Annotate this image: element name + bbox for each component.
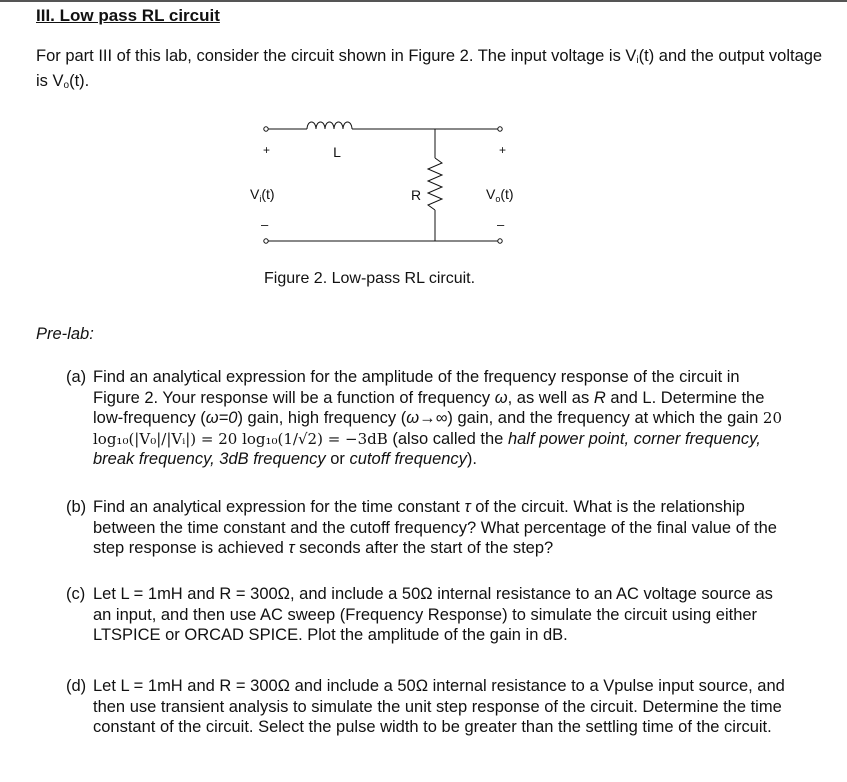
minus-out: – — [497, 217, 505, 232]
question-d — [66, 676, 790, 738]
terminal-in-bottom — [264, 239, 268, 243]
inductor-coil — [307, 122, 352, 129]
resistor-label: R — [411, 187, 422, 203]
intro-text-3: (t). — [69, 72, 90, 90]
plus-out: + — [499, 143, 507, 157]
resistor-zigzag — [428, 158, 442, 210]
intro-vo-subscript: o — [63, 80, 70, 91]
question-a — [66, 367, 790, 470]
gain-expression: 20 log₁₀(|V₀|/|Vᵢ|) = 20 log₁₀(1/√2) = −3dB — [93, 409, 782, 448]
figure-caption: Figure 2. Low-pass RL circuit. — [264, 270, 476, 287]
question-a-text: Find an analytical expression for the amplitude of the frequency response of the circuit in Figure 2. Your response will be a function of frequency ω, as well as R and L. Determine the low-frequency (ω=0) gain, high frequency (ω→∞) gain, and the frequency at which the gain 20 log₁₀(|V₀|/|Vᵢ|) = 20 log₁₀(1/√2) = −3dB (also called the half power point, corner frequency, break frequency, 3dB frequency or cutoff frequency). — [93, 368, 782, 468]
vout-label: $V_o(t)$ — [486, 186, 514, 204]
intro-vi-subscript: i — [636, 55, 639, 66]
inductor-label: L — [333, 144, 341, 160]
intro-text-2: (t) and the output voltage is V — [36, 47, 823, 90]
question-b-label: (b) — [66, 498, 87, 516]
question-b-text: Find an analytical expression for the time constant τ of the circuit. What is the relationship between the time constant and the cutoff frequency? What percentage of the final value of the step response is achieved τ seconds after the start of the step? — [93, 498, 777, 557]
vin-label: $V_i(t)$ — [250, 186, 275, 204]
question-c-text: Let L = 1mH and R = 300Ω, and include a 50Ω internal resistance to an AC voltage source as an input, and then use AC sweep (Frequency Response) to simulate the circuit using either LTSPICE or ORCAD SPICE. Plot the amplitude of the gain in dB. — [93, 585, 773, 644]
question-b — [66, 497, 790, 559]
question-c — [66, 584, 790, 646]
top-rule — [0, 0, 847, 2]
prelab-label: Pre-lab: — [36, 325, 94, 343]
terminal-out-bottom — [498, 239, 502, 243]
terminal-out-top — [498, 127, 502, 131]
question-c-label: (c) — [66, 585, 86, 603]
question-a-label: (a) — [66, 368, 87, 386]
intro-paragraph — [36, 46, 826, 96]
question-d-label: (d) — [66, 677, 87, 695]
rl-circuit-diagram — [230, 108, 530, 258]
section-heading: III. Low pass RL circuit — [36, 6, 220, 25]
plus-in: + — [263, 143, 271, 157]
minus-in: – — [261, 217, 269, 232]
question-d-text: Let L = 1mH and R = 300Ω and include a 50Ω internal resistance to a Vpulse input source, and then use transient analysis to simulate the unit step response of the circuit. Determine the time constant of the circuit. Select the pulse width to be greater than the settling time of the circuit. — [93, 677, 785, 736]
intro-text-1: For part III of this lab, consider the circuit shown in Figure 2. The input voltage is V — [36, 47, 637, 65]
terminal-in-top — [264, 127, 268, 131]
